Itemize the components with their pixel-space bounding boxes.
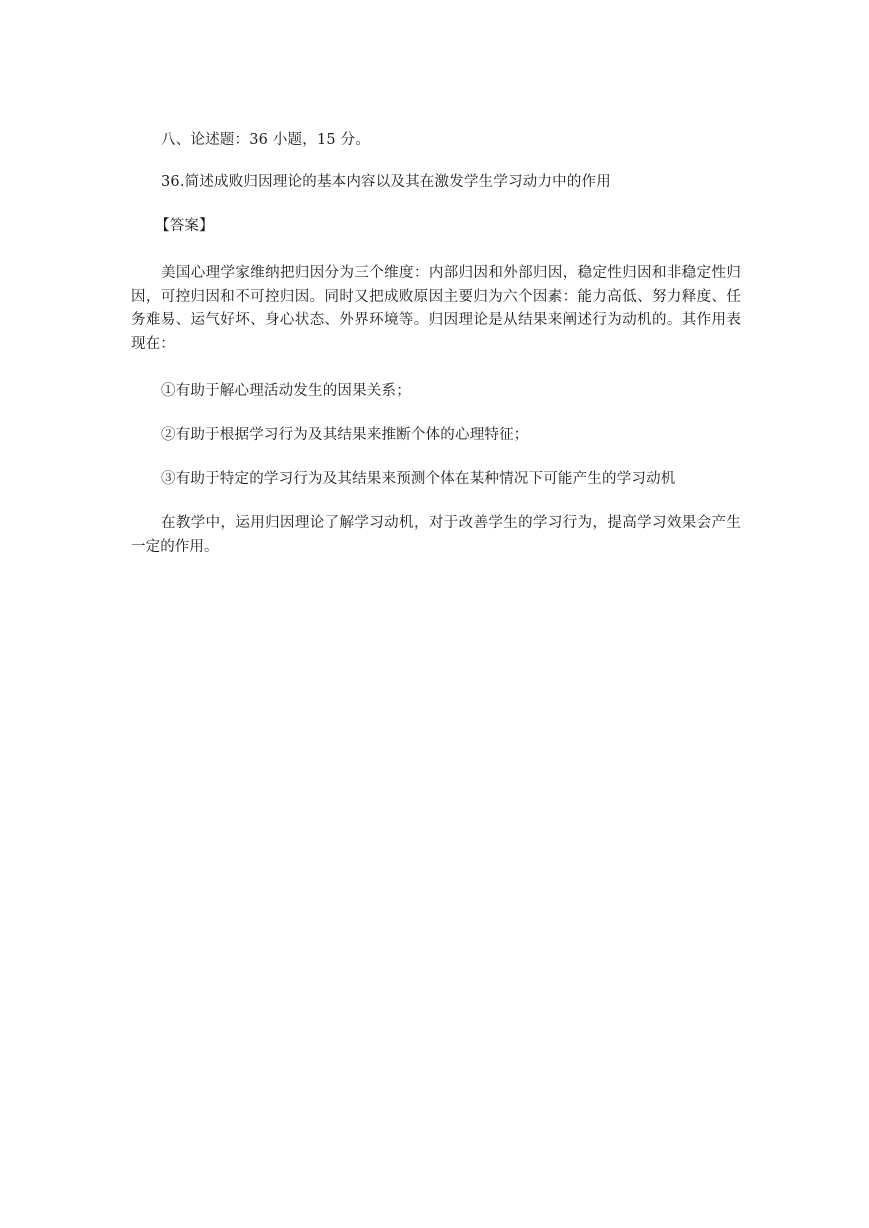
question-text: 36.简述成败归因理论的基本内容以及其在激发学生学习动力中的作用 [161,174,611,190]
answer-point-3: ③有助于特定的学习行为及其结果来预测个体在某种情况下可能产生的学习动机 [161,471,676,487]
section-heading: 八、论述题：36 小题，15 分。 [161,132,371,148]
answer-conclusion-paragraph: 在教学中，运用归因理论了解学习动机，对于改善学生的学习行为，提高学习效果会产生一定的作用。 [131,515,741,555]
answer-intro-paragraph: 美国心理学家维纳把归因分为三个维度：内部归因和外部归因，稳定性归因和非稳定性归因，可控归因和不可控归因。同时又把成败原因主要归为六个因素：能力高低、努力释度、任务难易、运气好坏、身心状态、外界环境等。归因理论是从结果来阐述行为动机的。其作用表现在： [131,265,741,352]
answer-point-1: ①有助于解心理活动发生的因果关系； [161,383,411,399]
answer-point-2: ②有助于根据学习行为及其结果来推断个体的心理特征； [161,427,529,443]
answer-label: 【答案】 [155,218,214,234]
